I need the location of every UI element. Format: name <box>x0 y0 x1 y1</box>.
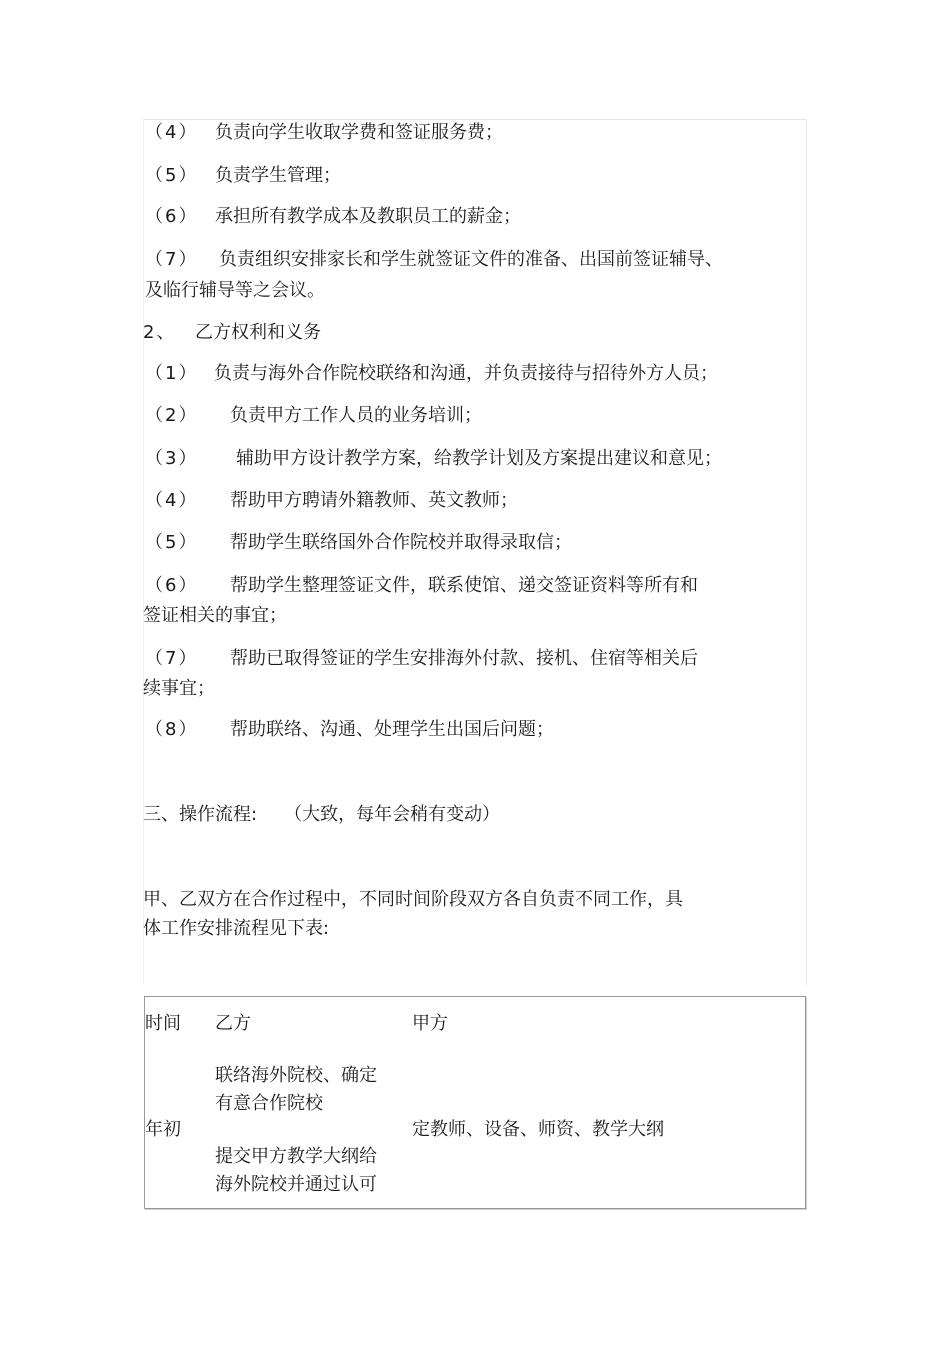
item-number: （4） <box>145 490 199 511</box>
paragraph-text: 甲、乙双方在合作过程中，不同时间阶段双方各自负责不同工作，具 <box>143 889 683 910</box>
item-text: 负责组织安排家长和学生就签证文件的准备、出国前签证辅导、 <box>219 249 723 270</box>
party-b-task-1-line-1: 联络海外院校、确定 <box>215 1065 377 1086</box>
duty-b-6 <box>145 571 698 600</box>
paragraph-text: 体工作安排流程见下表: <box>143 918 330 939</box>
duty-b-2 <box>145 401 482 430</box>
item-number: （3） <box>145 448 199 469</box>
item-text: 负责向学生收取学费和签证服务费； <box>215 122 503 143</box>
header-time: 时间 <box>145 1013 181 1034</box>
item-text: 辅助甲方设计教学方案，给教学计划及方案提出建议和意见； <box>236 448 722 469</box>
duty-b-6-cont <box>143 601 287 630</box>
party-a-task: 定教师、设备、师资、教学大纲 <box>412 1119 664 1140</box>
item-text: 帮助学生整理签证文件，联系使馆、递交签证资料等所有和 <box>230 575 698 596</box>
duty-b-7 <box>145 644 698 673</box>
item-text: 负责学生管理； <box>215 165 341 186</box>
header-party-a: 甲方 <box>412 1013 448 1034</box>
party-b-task-2-line-2: 海外院校并通过认可 <box>215 1174 377 1195</box>
section-heading-party-b <box>143 318 321 347</box>
duty-a-7-cont <box>145 276 325 305</box>
duty-b-1 <box>145 359 718 388</box>
section-title: 三、操作流程: （大致，每年会稍有变动） <box>143 804 501 825</box>
item-text: 承担所有教学成本及教职员工的薪金； <box>215 206 521 227</box>
intro-paragraph-line-2 <box>143 914 329 943</box>
workflow-table <box>144 996 806 1209</box>
item-number: （6） <box>145 575 199 596</box>
item-number: （5） <box>145 165 199 186</box>
item-number: （7） <box>145 648 199 669</box>
duty-b-3 <box>145 444 722 473</box>
party-b-task-2-line-1: 提交甲方教学大纲给 <box>215 1146 377 1167</box>
item-text: 续事宜； <box>143 678 215 699</box>
item-text: 帮助联络、沟通、处理学生出国后问题； <box>230 719 554 740</box>
item-text: 签证相关的事宜； <box>143 605 287 626</box>
item-number: （6） <box>145 206 199 227</box>
item-number: （4） <box>145 122 199 143</box>
duty-a-4 <box>145 118 503 147</box>
item-number: （2） <box>145 405 199 426</box>
section-number: 2、 <box>143 322 177 343</box>
intro-paragraph-line-1 <box>143 885 683 914</box>
duty-b-4 <box>145 486 518 515</box>
item-text: 负责与海外合作院校联络和沟通，并负责接待与招待外方人员； <box>214 363 718 384</box>
section-heading-process <box>143 800 500 829</box>
item-number: （8） <box>145 719 199 740</box>
item-number: （1） <box>145 363 199 384</box>
item-text: 帮助已取得签证的学生安排海外付款、接机、住宿等相关后 <box>230 648 698 669</box>
duty-b-7-cont <box>143 674 215 703</box>
duty-a-6 <box>145 202 521 231</box>
duty-a-5 <box>145 161 341 190</box>
item-text: 帮助学生联络国外合作院校并取得录取信； <box>230 532 572 553</box>
duty-a-7 <box>145 245 723 274</box>
party-b-task-1-line-2: 有意合作院校 <box>215 1093 323 1114</box>
item-text: 帮助甲方聘请外籍教师、英文教师； <box>230 490 518 511</box>
duty-b-8 <box>145 715 554 744</box>
section-title: 乙方权利和义务 <box>195 322 321 343</box>
item-text: 负责甲方工作人员的业务培训； <box>230 405 482 426</box>
item-number: （7） <box>145 249 199 270</box>
row-time: 年初 <box>145 1119 181 1140</box>
item-text: 及临行辅导等之会议。 <box>145 280 325 301</box>
header-party-b: 乙方 <box>215 1013 251 1034</box>
item-number: （5） <box>145 532 199 553</box>
duty-b-5 <box>145 528 572 557</box>
